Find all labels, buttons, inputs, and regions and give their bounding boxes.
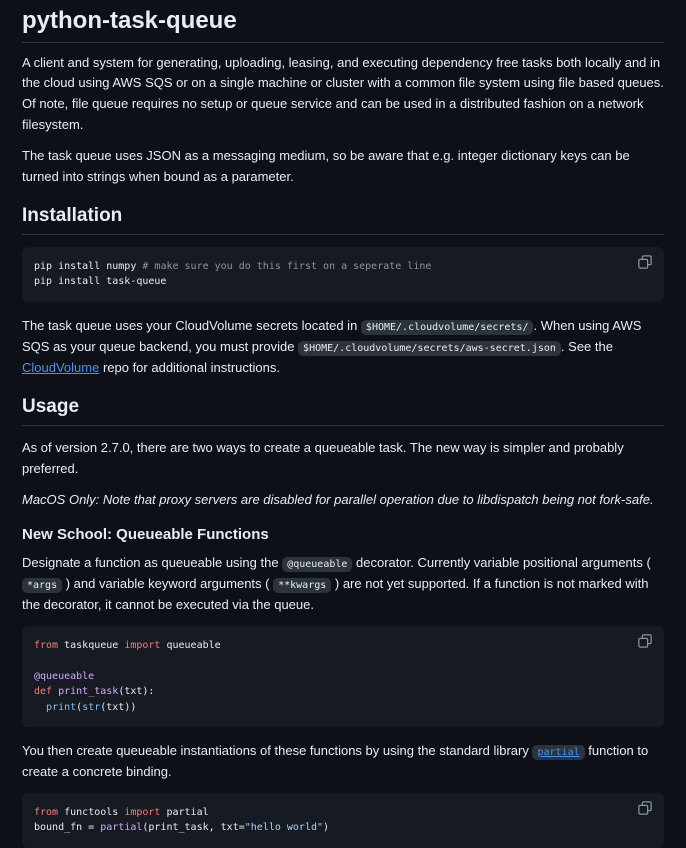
code-line: pip install numpy # make sure you do this first on a seperate line <box>34 260 432 272</box>
code-line: bound_fn = partial(print_task, txt="hello world") <box>34 822 330 834</box>
secrets-paragraph: The task queue uses your CloudVolume secrets located in $HOME/.cloudvolume/secrets/ . When using AWS SQS as your queue backend, you must provide $HOME/.cloudvolume/secrets/aws-secret.json . See the CloudVolume repo for additional instructions. <box>22 317 642 375</box>
code-line: pip install task-queue <box>34 276 167 288</box>
partial-paragraph: You then create queueable instantiations of these functions by using the standard library partial function to create a concrete binding. <box>22 743 649 780</box>
partial-link[interactable]: partial <box>532 745 584 760</box>
intro-paragraph-1: A client and system for generating, uploading, leasing, and executing dependency free tasks both locally and in the cloud using AWS SQS or on a single machine or cluster with a common file system using file based queues. Of note, file queue requires no setup or queue service and can be used in a distributed fashion on a network filesystem. <box>22 54 664 132</box>
queueable-code-block <box>22 626 664 728</box>
code-line: print(str(txt)) <box>46 701 137 713</box>
queueable-decorator-code: @queueable <box>282 557 352 572</box>
code-line: from functools import partial <box>34 806 209 818</box>
installation-heading: Installation <box>22 203 664 235</box>
copy-icon[interactable] <box>638 801 654 817</box>
queueable-paragraph: Designate a function as queueable using the @queueable decorator. Currently variable positional arguments ( *args ) and variable keyword arguments ( **kwargs ) are not yet supported. If a function is not marked with the decorator, it cannot be executed via the queue. <box>22 555 651 612</box>
usage-paragraph: As of version 2.7.0, there are two ways to create a queueable task. The new way is simpler and probably preferred. <box>22 439 624 476</box>
code-line: @queueable <box>34 670 95 682</box>
cloudvolume-link[interactable]: CloudVolume <box>22 359 100 375</box>
new-school-heading: New School: Queueable Functions <box>22 526 269 544</box>
secrets-path-code: $HOME/.cloudvolume/secrets/ <box>361 320 534 335</box>
usage-heading: Usage <box>22 394 664 426</box>
code-line: def print_task(txt): <box>34 686 155 698</box>
code-line: from taskqueue import queueable <box>34 639 221 651</box>
partial-code-block <box>22 793 664 848</box>
kwargs-code: **kwargs <box>273 578 331 593</box>
intro-paragraph-2: The task queue uses JSON as a messaging medium, so be aware that e.g. integer dictionary keys can be turned into strings when bound as a parameter. <box>22 147 630 184</box>
copy-icon[interactable] <box>638 255 654 271</box>
install-code-block <box>22 247 664 302</box>
copy-icon[interactable] <box>638 634 654 650</box>
args-code: *args <box>22 578 62 593</box>
macos-note: MacOS Only: Note that proxy servers are disabled for parallel operation due to libdispatch being not fork-safe. <box>22 491 654 507</box>
aws-secret-path-code: $HOME/.cloudvolume/secrets/aws-secret.json <box>298 341 561 356</box>
page-title: python-task-queue <box>22 0 664 43</box>
